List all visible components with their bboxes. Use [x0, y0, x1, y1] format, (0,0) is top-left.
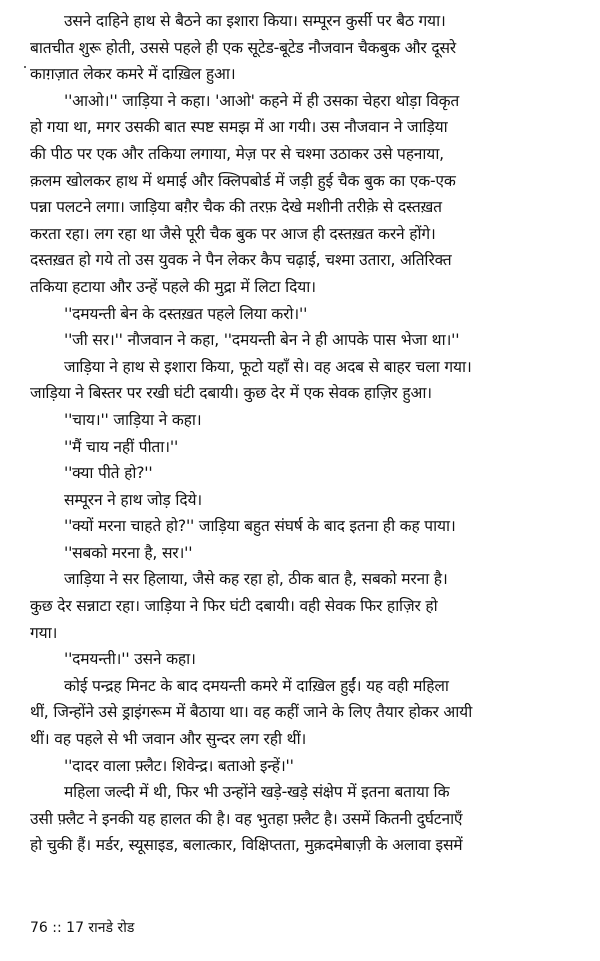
- text-line: हो चुकी हैं। मर्डर, स्यूसाइड, बलात्कार, विक्षिप्तता, मुक़दमेबाज़ी के अलावा इसमें: [30, 836, 463, 855]
- text-line: ''जी सर।'' नौजवान ने कहा, ''दमयन्ती बेन ने ही आपके पास भेजा था।'': [64, 331, 460, 350]
- text-line: जाड़िया ने हाथ से इशारा किया, फूटो यहाँ से। वह अदब से बाहर चला गया।: [64, 357, 472, 376]
- text-line: महिला जल्दी में थी, फिर भी उन्होंने खड़े-खड़े संक्षेप में इतना बताया कि: [64, 783, 450, 802]
- text-line: ''सबको मरना है, सर।'': [64, 543, 193, 562]
- text-line: गया।: [30, 623, 58, 642]
- text-line: उसी फ़्लैट ने इनकी यह हालत की है। वह भुतहा फ़्लैट है। उसमें कितनी दुर्घटनाएँ: [30, 809, 463, 828]
- text-line: ''आओ।'' जाड़िया ने कहा। 'आओ' कहने में ही उसका चेहरा थोड़ा विकृत: [64, 91, 460, 110]
- print-speck: [24, 66, 26, 68]
- text-line: करता रहा। लग रहा था जैसे पूरी चैक बुक पर आज ही दस्तख़त करने होंगे।: [30, 224, 436, 243]
- text-line: बातचीत शुरू होती, उससे पहले ही एक सूटेड-बूटेड नौजवान चैकबुक और दूसरे: [30, 38, 456, 57]
- text-line: ''चाय।'' जाड़िया ने कहा।: [64, 410, 202, 429]
- text-line: की पीठ पर एक और तकिया लगाया, मेज़ पर से चश्मा उठाकर उसे पहनाया,: [30, 144, 444, 163]
- text-line: ''मैं चाय नहीं पीता।'': [64, 437, 179, 456]
- text-line: तकिया हटाया और उन्हें पहले की मुद्रा में लिटा दिया।: [30, 277, 316, 296]
- text-line: पन्ना पलटने लगा। जाड़िया बग़ैर चैक की तरफ़ देखे मशीनी तरीक़े से दस्तख़त: [30, 198, 442, 217]
- text-line: ''दमयन्ती।'' उसने कहा।: [64, 650, 196, 669]
- text-line: ''क्यों मरना चाहते हो?'' जाड़िया बहुत संघर्ष के बाद इतना ही कह पाया।: [64, 517, 456, 536]
- footer-separator: ::: [52, 920, 62, 936]
- text-line: थीं, जिन्होंने उसे ड्राइंगरूम में बैठाया था। वह कहीं जाने के लिए तैयार होकर आयी: [30, 703, 473, 722]
- text-line: सम्पूरन ने हाथ जोड़ दिये।: [64, 490, 202, 509]
- book-title: 17 रानडे रोड: [66, 920, 135, 936]
- text-line: ''दमयन्ती बेन के दस्तख़त पहले लिया करो।'': [64, 304, 308, 323]
- text-line: जाड़िया ने बिस्तर पर रखी घंटी दबायी। कुछ देर में एक सेवक हाज़िर हुआ।: [30, 384, 432, 403]
- text-line: ''दादर वाला फ़्लैट। शिवेन्द्र। बताओ इन्हें।'': [64, 756, 294, 775]
- text-line: क़लम खोलकर हाथ में थमाई और क्लिपबोर्ड में जड़ी हुई चैक बुक का एक-एक: [30, 171, 456, 190]
- text-line: उसने दाहिने हाथ से बैठने का इशारा किया। सम्पूरन कुर्सी पर बैठ गया।: [64, 12, 446, 30]
- body-text: [30, 8, 590, 859]
- page-number: 76: [30, 920, 48, 936]
- text-line: कुछ देर सन्नाटा रहा। जाड़िया ने फिर घंटी दबायी। वही सेवक फिर हाज़िर हो: [30, 597, 438, 616]
- text-line: जाड़िया ने सर हिलाया, जैसे कह रहा हो, ठीक बात है, सबको मरना है।: [64, 570, 448, 589]
- page-footer: [30, 918, 134, 938]
- text-line: कोई पन्द्रह मिनट के बाद दमयन्ती कमरे में दाख़िल हुईं। यह वही महिला: [64, 676, 449, 695]
- text-line: दस्तख़त हो गये तो उस युवक ने पैन लेकर कैप चढ़ाई, चश्मा उतारा, अतिरिक्त: [30, 251, 452, 270]
- text-line: हो गया था, मगर उसकी बात स्पष्ट समझ में आ गयी। उस नौजवान ने जाड़िया: [30, 118, 448, 137]
- text-line: काग़ज़ात लेकर कमरे में दाख़िल हुआ।: [30, 65, 236, 84]
- text-line: ''क्या पीते हो?'': [64, 464, 153, 483]
- text-line: थीं। वह पहले से भी जवान और सुन्दर लग रही थीं।: [30, 730, 307, 749]
